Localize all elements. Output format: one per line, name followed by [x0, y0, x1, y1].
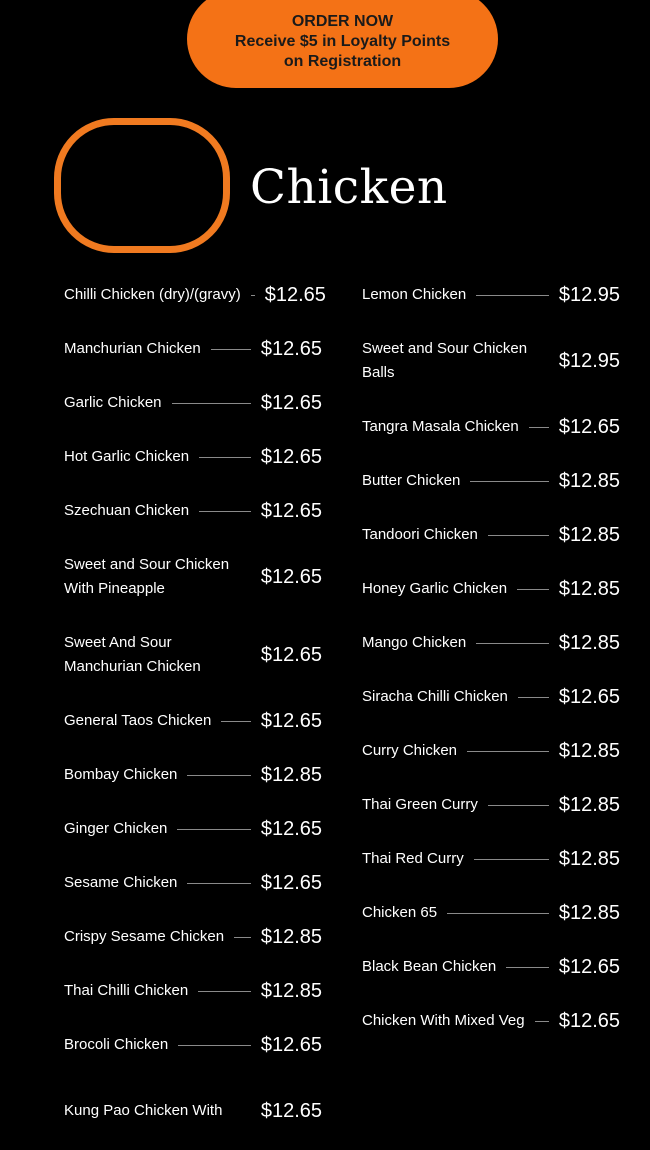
- menu-item[interactable]: [362, 940, 620, 994]
- leader-line: [251, 295, 255, 296]
- leader-line: [535, 1021, 549, 1022]
- menu-item[interactable]: [362, 832, 620, 886]
- menu-item-price: $12.95: [558, 349, 620, 372]
- leader-line: [247, 655, 251, 656]
- leader-line: [234, 937, 251, 938]
- menu-item[interactable]: [64, 484, 322, 538]
- menu-item[interactable]: [362, 322, 620, 400]
- menu-item-name: Curry Chicken: [362, 742, 458, 759]
- menu-item-price: $12.65: [260, 871, 322, 894]
- leader-line: [177, 829, 250, 830]
- menu-item-name: Garlic Chicken: [64, 394, 162, 411]
- section-title: Chicken: [250, 160, 448, 215]
- menu-item-price: $12.65: [260, 1033, 322, 1056]
- menu-item-price: $12.85: [558, 847, 620, 870]
- menu-item-price: $12.65: [558, 1009, 620, 1032]
- menu-item-price: $12.65: [260, 499, 322, 522]
- menu-item-name: Manchurian Chicken: [64, 340, 201, 357]
- leader-line: [447, 913, 549, 914]
- loyalty-text: Receive $5 in Loyalty Points: [234, 33, 451, 50]
- menu-item-name: Tandoori Chicken: [362, 526, 478, 543]
- menu-item-name: Butter Chicken: [362, 472, 461, 489]
- menu-item[interactable]: [64, 268, 326, 322]
- menu-item[interactable]: [362, 508, 620, 562]
- menu-item[interactable]: [64, 856, 322, 910]
- leader-line: [470, 481, 548, 482]
- menu-item-name: Chilli Chicken (dry)/(gravy): [64, 286, 241, 303]
- leader-line: [474, 859, 549, 860]
- menu-item[interactable]: [362, 562, 620, 616]
- order-now-button[interactable]: [187, 0, 498, 88]
- menu-item-price: $12.85: [558, 631, 620, 654]
- menu-item-price: $12.65: [558, 685, 620, 708]
- menu-item-price: $12.85: [558, 901, 620, 924]
- leader-line: [518, 697, 549, 698]
- menu-item[interactable]: [64, 1018, 322, 1072]
- menu-item[interactable]: [362, 616, 620, 670]
- leader-line: [529, 427, 549, 428]
- menu-item[interactable]: [64, 964, 322, 1018]
- leader-line: [476, 643, 549, 644]
- leader-line: [517, 589, 549, 590]
- menu-item-price: $12.65: [260, 817, 322, 840]
- menu-item-name: Bombay Chicken: [64, 766, 178, 783]
- menu-item-price: $12.85: [558, 523, 620, 546]
- menu-item[interactable]: [362, 778, 620, 832]
- menu-item-price: $12.65: [260, 391, 322, 414]
- menu-item-name: Honey Garlic Chicken: [362, 580, 508, 597]
- menu-item-name: Crispy Sesame Chicken: [64, 928, 225, 945]
- menu-item[interactable]: [64, 376, 322, 430]
- menu-item[interactable]: [362, 268, 620, 322]
- menu-item[interactable]: [64, 910, 322, 964]
- menu-item-price: $12.65: [260, 445, 322, 468]
- menu-item[interactable]: [362, 454, 620, 508]
- menu-item-price: $12.85: [558, 577, 620, 600]
- menu-item-name: Brocoli Chicken: [64, 1036, 169, 1053]
- menu-item-name: Sweet and Sour Chicken With Pineapple: [64, 556, 230, 597]
- menu-item-name: Chicken 65: [362, 904, 438, 921]
- menu-item-price: $12.85: [260, 925, 322, 948]
- menu-item-name: Szechuan Chicken: [64, 502, 190, 519]
- menu-item-price: $12.65: [260, 709, 322, 732]
- leader-line: [187, 883, 250, 884]
- leader-line: [199, 457, 251, 458]
- menu-item[interactable]: [64, 694, 322, 748]
- menu-item-name: Hot Garlic Chicken: [64, 448, 190, 465]
- menu-item-price: $12.65: [260, 337, 322, 360]
- menu-item[interactable]: [362, 994, 620, 1048]
- menu-item[interactable]: [64, 748, 322, 802]
- leader-line: [172, 403, 251, 404]
- menu-item[interactable]: [64, 616, 322, 694]
- leader-line: [545, 361, 549, 362]
- menu-item-name: Black Bean Chicken: [362, 958, 497, 975]
- leader-line: [247, 577, 251, 578]
- menu-item[interactable]: [64, 538, 322, 616]
- menu-item-price: $12.85: [558, 469, 620, 492]
- menu-item-name: Ginger Chicken: [64, 820, 168, 837]
- menu-item-name: Chicken With Mixed Veg: [362, 1012, 525, 1029]
- menu-item-price: $12.95: [558, 283, 620, 306]
- leader-line: [476, 295, 549, 296]
- menu-item[interactable]: [64, 1072, 322, 1150]
- menu-item-name: Thai Green Curry: [362, 796, 478, 813]
- menu-column-left: [64, 268, 326, 1150]
- menu-item-price: $12.85: [260, 763, 322, 786]
- leader-line: [467, 751, 549, 752]
- leader-line: [506, 967, 549, 968]
- menu-item-price: $12.85: [558, 793, 620, 816]
- menu-item[interactable]: [362, 724, 620, 778]
- registration-text: on Registration: [283, 53, 402, 70]
- menu-item-name: Thai Red Curry: [362, 850, 464, 867]
- leader-line: [187, 775, 250, 776]
- order-now-label: ORDER NOW: [291, 13, 394, 30]
- menu-item[interactable]: [64, 802, 322, 856]
- menu-item[interactable]: [362, 670, 620, 724]
- leader-line: [221, 721, 251, 722]
- menu-item-price: $12.85: [558, 739, 620, 762]
- leader-line: [199, 511, 251, 512]
- leader-line: [211, 349, 251, 350]
- menu-item-name: Sweet and Sour Chicken Balls: [362, 340, 528, 381]
- menu-item-name: Mango Chicken: [362, 634, 467, 651]
- menu-item-name: Kung Pao Chicken With: [64, 1102, 223, 1119]
- menu-column-right: [362, 268, 620, 1048]
- section-ring-decoration: [54, 118, 230, 253]
- leader-line: [232, 1111, 250, 1112]
- menu-item-price: $12.65: [260, 565, 322, 588]
- menu-item-price: $12.65: [260, 643, 322, 666]
- leader-line: [488, 805, 549, 806]
- menu-item-name: Tangra Masala Chicken: [362, 418, 519, 435]
- menu-item-name: Sweet And Sour Manchurian Chicken: [64, 634, 201, 675]
- leader-line: [198, 991, 251, 992]
- menu-item-price: $12.85: [260, 979, 322, 1002]
- menu-item-price: $12.65: [558, 955, 620, 978]
- menu-item-price: $12.65: [260, 1099, 322, 1122]
- menu-item-name: Lemon Chicken: [362, 286, 467, 303]
- menu-item[interactable]: [64, 322, 322, 376]
- menu-item[interactable]: [362, 886, 620, 940]
- menu-item-name: Thai Chilli Chicken: [64, 982, 189, 999]
- leader-line: [178, 1045, 251, 1046]
- leader-line: [488, 535, 549, 536]
- menu-item-price: $12.65: [558, 415, 620, 438]
- menu-item[interactable]: [64, 430, 322, 484]
- menu-item-name: General Taos Chicken: [64, 712, 212, 729]
- menu-item-name: Siracha Chilli Chicken: [362, 688, 508, 705]
- menu-item-name: Sesame Chicken: [64, 874, 178, 891]
- menu-item[interactable]: [362, 400, 620, 454]
- menu-item-price: $12.65: [264, 283, 326, 306]
